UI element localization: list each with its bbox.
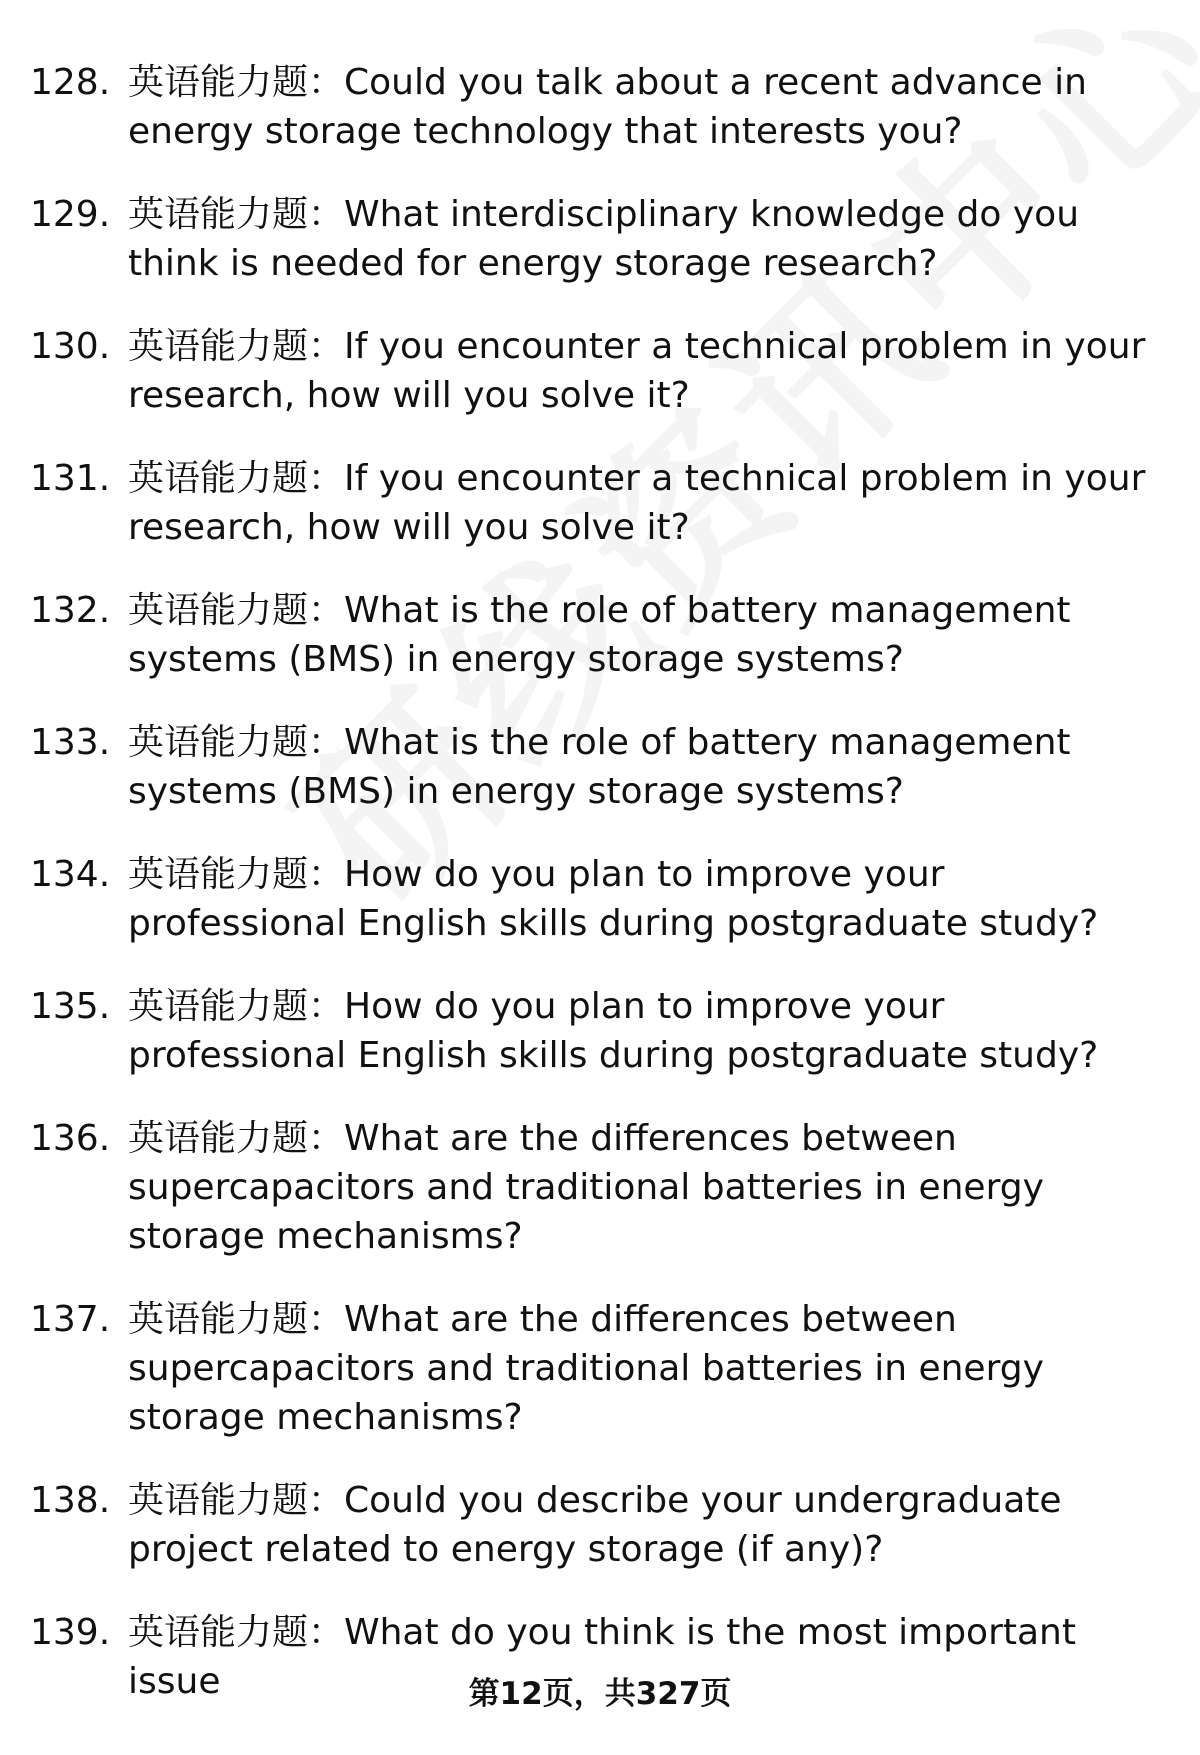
question-label: 英语能力题： (128, 854, 345, 895)
question-text: What interdisciplinary knowledge do you think is needed for energy storage research? (128, 194, 1080, 284)
question-label: 英语能力题： (128, 590, 345, 631)
question-label: 英语能力题： (128, 1480, 345, 1521)
question-text: What is the role of battery management systems (BMS) in energy storage systems? (128, 590, 1071, 680)
question-number: 132. (30, 590, 111, 631)
question-label: 英语能力题： (128, 722, 345, 763)
question-body (128, 58, 1170, 156)
question-item-135 (30, 982, 1170, 1080)
question-label: 英语能力题： (128, 62, 345, 103)
question-text: What are the differences between supercapacitors and traditional batteries in energy storage mechanisms? (128, 1299, 1044, 1438)
question-label: 英语能力题： (128, 1118, 345, 1159)
question-item-133 (30, 718, 1170, 816)
question-label: 英语能力题： (128, 986, 345, 1027)
question-number: 138. (30, 1480, 111, 1521)
question-label: 英语能力题： (128, 1612, 345, 1653)
question-item-131 (30, 454, 1170, 552)
question-item-134 (30, 850, 1170, 948)
question-text: Could you talk about a recent advance in energy storage technology that interests you? (128, 62, 1087, 152)
question-number: 137. (30, 1299, 111, 1340)
question-number: 139. (30, 1612, 111, 1653)
question-text: If you encounter a technical problem in your research, how will you solve it? (128, 458, 1146, 548)
question-number: 129. (30, 194, 111, 235)
question-number: 135. (30, 986, 111, 1027)
question-body (128, 322, 1170, 420)
question-body (128, 1114, 1170, 1261)
question-item-137 (30, 1295, 1170, 1442)
question-body (128, 718, 1170, 816)
question-number: 134. (30, 854, 111, 895)
question-number: 133. (30, 722, 111, 763)
question-number: 131. (30, 458, 111, 499)
question-body (128, 1476, 1170, 1574)
question-label: 英语能力题： (128, 326, 345, 367)
question-body (128, 454, 1170, 552)
question-label: 英语能力题： (128, 194, 345, 235)
question-list (30, 58, 1170, 1740)
question-text: If you encounter a technical problem in your research, how will you solve it? (128, 326, 1146, 416)
question-item-136 (30, 1114, 1170, 1261)
question-body (128, 190, 1170, 288)
question-label: 英语能力题： (128, 1299, 345, 1340)
question-body (128, 850, 1170, 948)
question-label: 英语能力题： (128, 458, 345, 499)
question-item-129 (30, 190, 1170, 288)
question-number: 128. (30, 62, 111, 103)
question-text: How do you plan to improve your professional English skills during postgraduate study? (128, 986, 1099, 1076)
question-item-130 (30, 322, 1170, 420)
question-text: What do you think is the most important issue (128, 1612, 1076, 1702)
question-number: 136. (30, 1118, 111, 1159)
question-text: What is the role of battery management systems (BMS) in energy storage systems? (128, 722, 1071, 812)
page-footer: 第12页，共327页 (468, 1676, 732, 1712)
question-number: 130. (30, 326, 111, 367)
question-body (128, 982, 1170, 1080)
question-item-132 (30, 586, 1170, 684)
question-text: Could you describe your undergraduate project related to energy storage (if any)? (128, 1480, 1062, 1570)
question-text: What are the differences between supercapacitors and traditional batteries in energy storage mechanisms? (128, 1118, 1044, 1257)
question-body (128, 586, 1170, 684)
question-text: How do you plan to improve your professional English skills during postgraduate study? (128, 854, 1099, 944)
question-item-128 (30, 58, 1170, 156)
question-body (128, 1295, 1170, 1442)
question-item-138 (30, 1476, 1170, 1574)
